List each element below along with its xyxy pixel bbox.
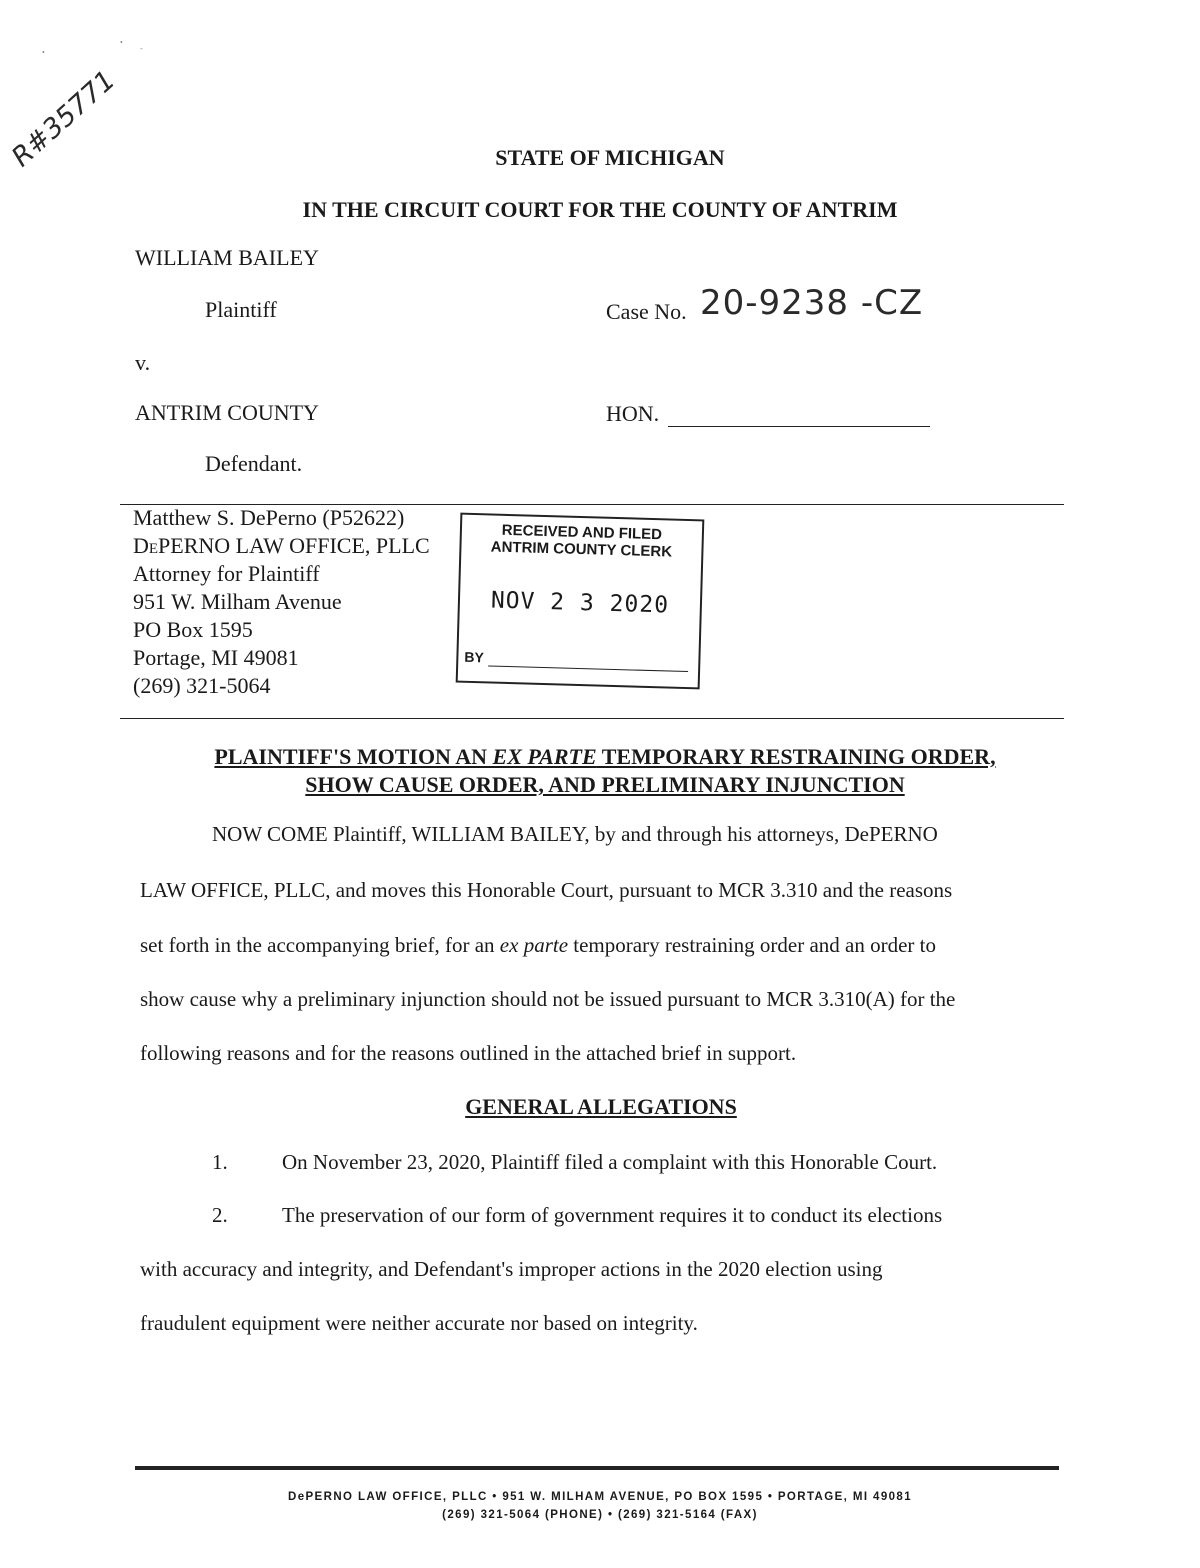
- body-line: [140, 933, 936, 958]
- motion-title-text: TEMPORARY RESTRAINING ORDER,: [596, 744, 996, 769]
- item-1-number: 1.: [212, 1150, 228, 1174]
- defendant-role: Defendant.: [205, 451, 303, 476]
- body-line: show cause why a preliminary injunction should not be issued pursuant to MCR 3.310(A) for the: [140, 987, 956, 1011]
- clerk-filed-stamp: [456, 513, 705, 690]
- body-text-span: set forth in the accompanying brief, for an: [140, 933, 500, 957]
- motion-title-line1: [180, 744, 1030, 770]
- plaintiff-role: Plaintiff: [205, 297, 277, 322]
- attorney-line: PO Box 1595: [133, 617, 253, 642]
- item-1-text: On November 23, 2020, Plaintiff filed a complaint with this Honorable Court.: [282, 1150, 938, 1174]
- body-text-span: temporary restraining order and an order to: [568, 933, 936, 957]
- attorney-line: DePERNO LAW OFFICE, PLLC: [133, 533, 430, 558]
- scan-speck: -: [140, 44, 143, 53]
- footer-contact: (269) 321-5064 (PHONE) • (269) 321-5164 (FAX): [442, 1509, 758, 1521]
- stamp-by-label: BY: [464, 648, 485, 666]
- body-line: following reasons and for the reasons outlined in the attached brief in support.: [140, 1041, 797, 1065]
- footer-address: DePERNO LAW OFFICE, PLLC • 951 W. MILHAM AVENUE, PO BOX 1595 • PORTAGE, MI 49081: [287, 1491, 913, 1503]
- attorney-line: (269) 321-5064: [133, 673, 271, 698]
- scan-speck: •: [42, 48, 45, 57]
- versus: v.: [135, 350, 151, 375]
- footer-rule: [135, 1466, 1059, 1470]
- stamp-line-clerk: ANTRIM COUNTY CLERK: [490, 538, 673, 561]
- section-heading: GENERAL ALLEGATIONS: [465, 1094, 737, 1119]
- stamp-line-received: RECEIVED AND FILED: [501, 521, 663, 544]
- state-heading: STATE OF MICHIGAN: [495, 145, 725, 170]
- item-2-line: fraudulent equipment were neither accurate nor based on integrity.: [140, 1311, 698, 1335]
- attorney-line: Portage, MI 49081: [133, 645, 299, 670]
- scan-speck: •: [120, 38, 123, 47]
- body-italic-span: ex parte: [499, 933, 569, 957]
- case-number-label: Case No.: [606, 299, 687, 324]
- motion-title-italic: EX PARTE: [492, 744, 597, 769]
- body-line: LAW OFFICE, PLLC, and moves this Honorable Court, pursuant to MCR 3.310 and the reasons: [140, 878, 953, 902]
- judge-signature-line: [668, 426, 930, 427]
- court-heading: IN THE CIRCUIT COURT FOR THE COUNTY OF ANTRIM: [302, 197, 898, 222]
- body-line: NOW COME Plaintiff, WILLIAM BAILEY, by and through his attorneys, DePERNO: [212, 822, 938, 846]
- item-2-line: with accuracy and integrity, and Defendant's improper actions in the 2020 election using: [140, 1257, 883, 1281]
- stamp-signature-line: [488, 665, 688, 672]
- attorney-line: 951 W. Milham Avenue: [133, 589, 342, 614]
- plaintiff-name: WILLIAM BAILEY: [135, 245, 319, 270]
- motion-title-text: PLAINTIFF'S MOTION AN: [214, 744, 493, 769]
- attorney-block: [133, 504, 430, 700]
- item-2-number: 2.: [212, 1203, 228, 1227]
- handwritten-case-number: 20-9238 -CZ: [700, 283, 924, 323]
- motion-title-line2: SHOW CAUSE ORDER, AND PRELIMINARY INJUNCTION: [305, 772, 905, 797]
- hon-label: HON.: [606, 401, 660, 426]
- attorney-line: Matthew S. DePerno (P52622): [133, 505, 405, 530]
- stamp-date: NOV 2 3 2020: [490, 587, 670, 619]
- item-2-line: The preservation of our form of government requires it to conduct its elections: [282, 1203, 943, 1227]
- defendant-name: ANTRIM COUNTY: [135, 400, 319, 425]
- handwritten-receipt-number: R#35771: [6, 64, 122, 174]
- rule-bottom: [120, 718, 1064, 719]
- attorney-line: Attorney for Plaintiff: [133, 561, 320, 586]
